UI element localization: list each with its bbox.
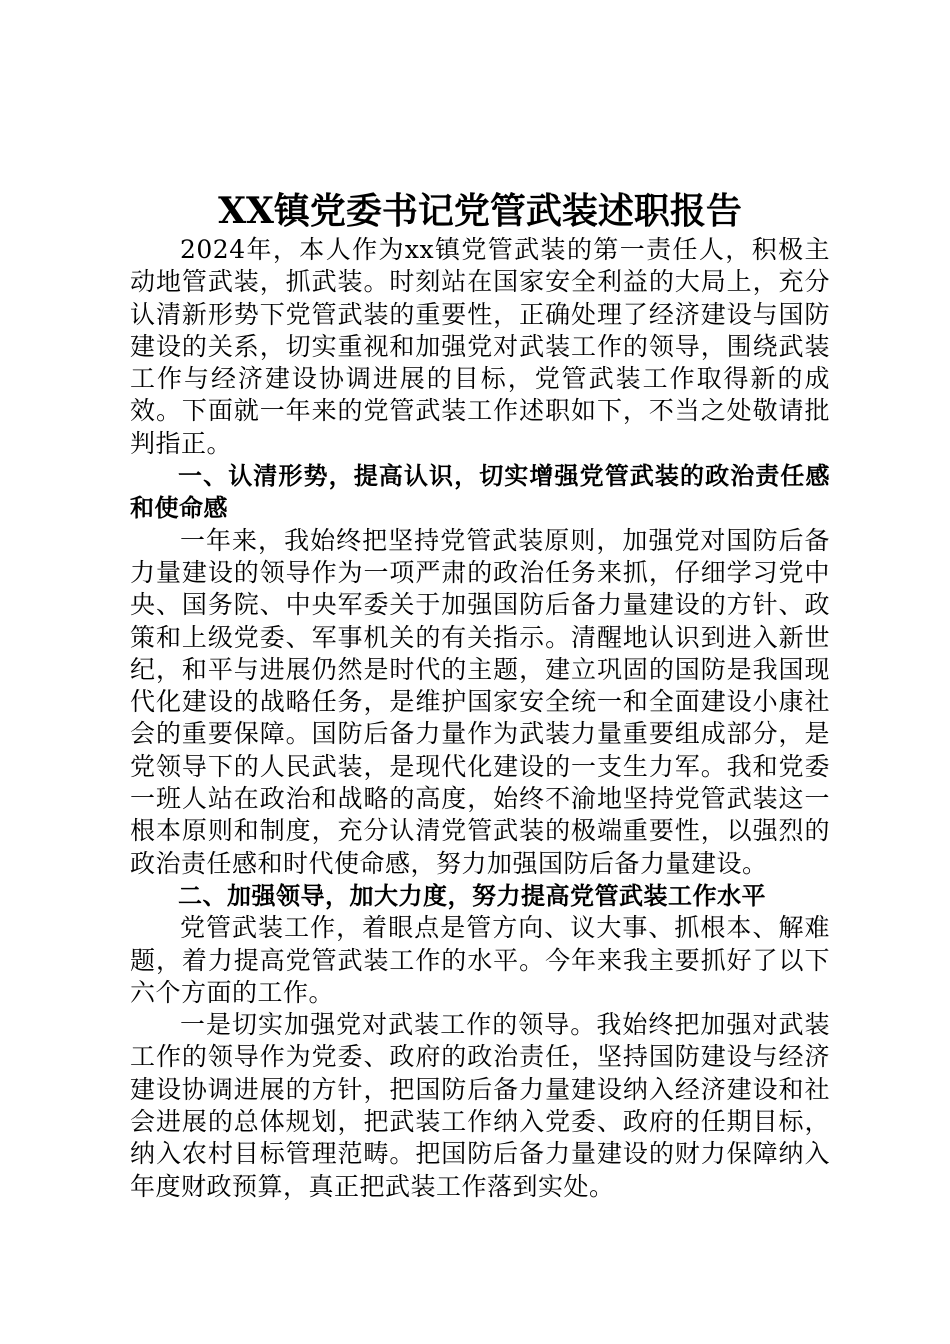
- paragraph-intro: 2024年，本人作为xx镇党管武装的第一责任人，积极主动地管武装，抓武装。时刻站在国家安全利益的大局上，充分认清新形势下党管武装的重要性，正确处理了经济建设与国防建设的关系，切实重视和加强党对武装工作的领导，围绕武装工作与经济建设协调进展的目标，党管武装工作取得新的成效。下面就一年来的党管武装工作述职如下，不当之处敬请批判指正。: [130, 235, 830, 458]
- paragraph-section-2-item-1: 一是切实加强党对武装工作的领导。我始终把加强对武装工作的领导作为党委、政府的政治责任，坚持国防建设与经济建设协调进展的方针，把国防后备力量建设纳入经济建设和社会进展的总体规划，把武装工作纳入党委、政府的任期目标，纳入农村目标管理范畴。把国防后备力量建设的财力保障纳入年度财政预算，真正把武装工作落到实处。: [130, 1010, 830, 1201]
- section-heading-1: 一、认清形势，提高认识，切实增强党管武装的政治责任感和使命感: [130, 462, 830, 523]
- paragraph-section-1: 一年来，我始终把坚持党管武装原则，加强党对国防后备力量建设的领导作为一项严肃的政治任务来抓，仔细学习党中央、国务院、中央军委关于加强国防后备力量建设的方针、政策和上级党委、军事机关的有关指示。清醒地认识到进入新世纪，和平与进展仍然是时代的主题，建立巩固的国防是我国现代化建设的战略任务，是维护国家安全统一和全面建设小康社会的重要保障。国防后备力量作为武装力量重要组成部分，是党领导下的人民武装，是现代化建设的一支生力军。我和党委一班人站在政治和战略的高度，始终不渝地坚持党管武装这一根本原则和制度，充分认清党管武装的极端重要性，以强烈的政治责任感和时代使命感，努力加强国防后备力量建设。: [130, 525, 830, 878]
- document-title: XX镇党委书记党管武装述职报告: [218, 190, 742, 232]
- paragraph-section-2-intro: 党管武装工作，着眼点是管方向、议大事、抓根本、解难题，着力提高党管武装工作的水平。今年来我主要抓好了以下六个方面的工作。: [130, 913, 830, 1007]
- document-body: [130, 188, 830, 1203]
- section-heading-2: 二、加强领导，加大力度，努力提高党管武装工作水平: [178, 881, 766, 910]
